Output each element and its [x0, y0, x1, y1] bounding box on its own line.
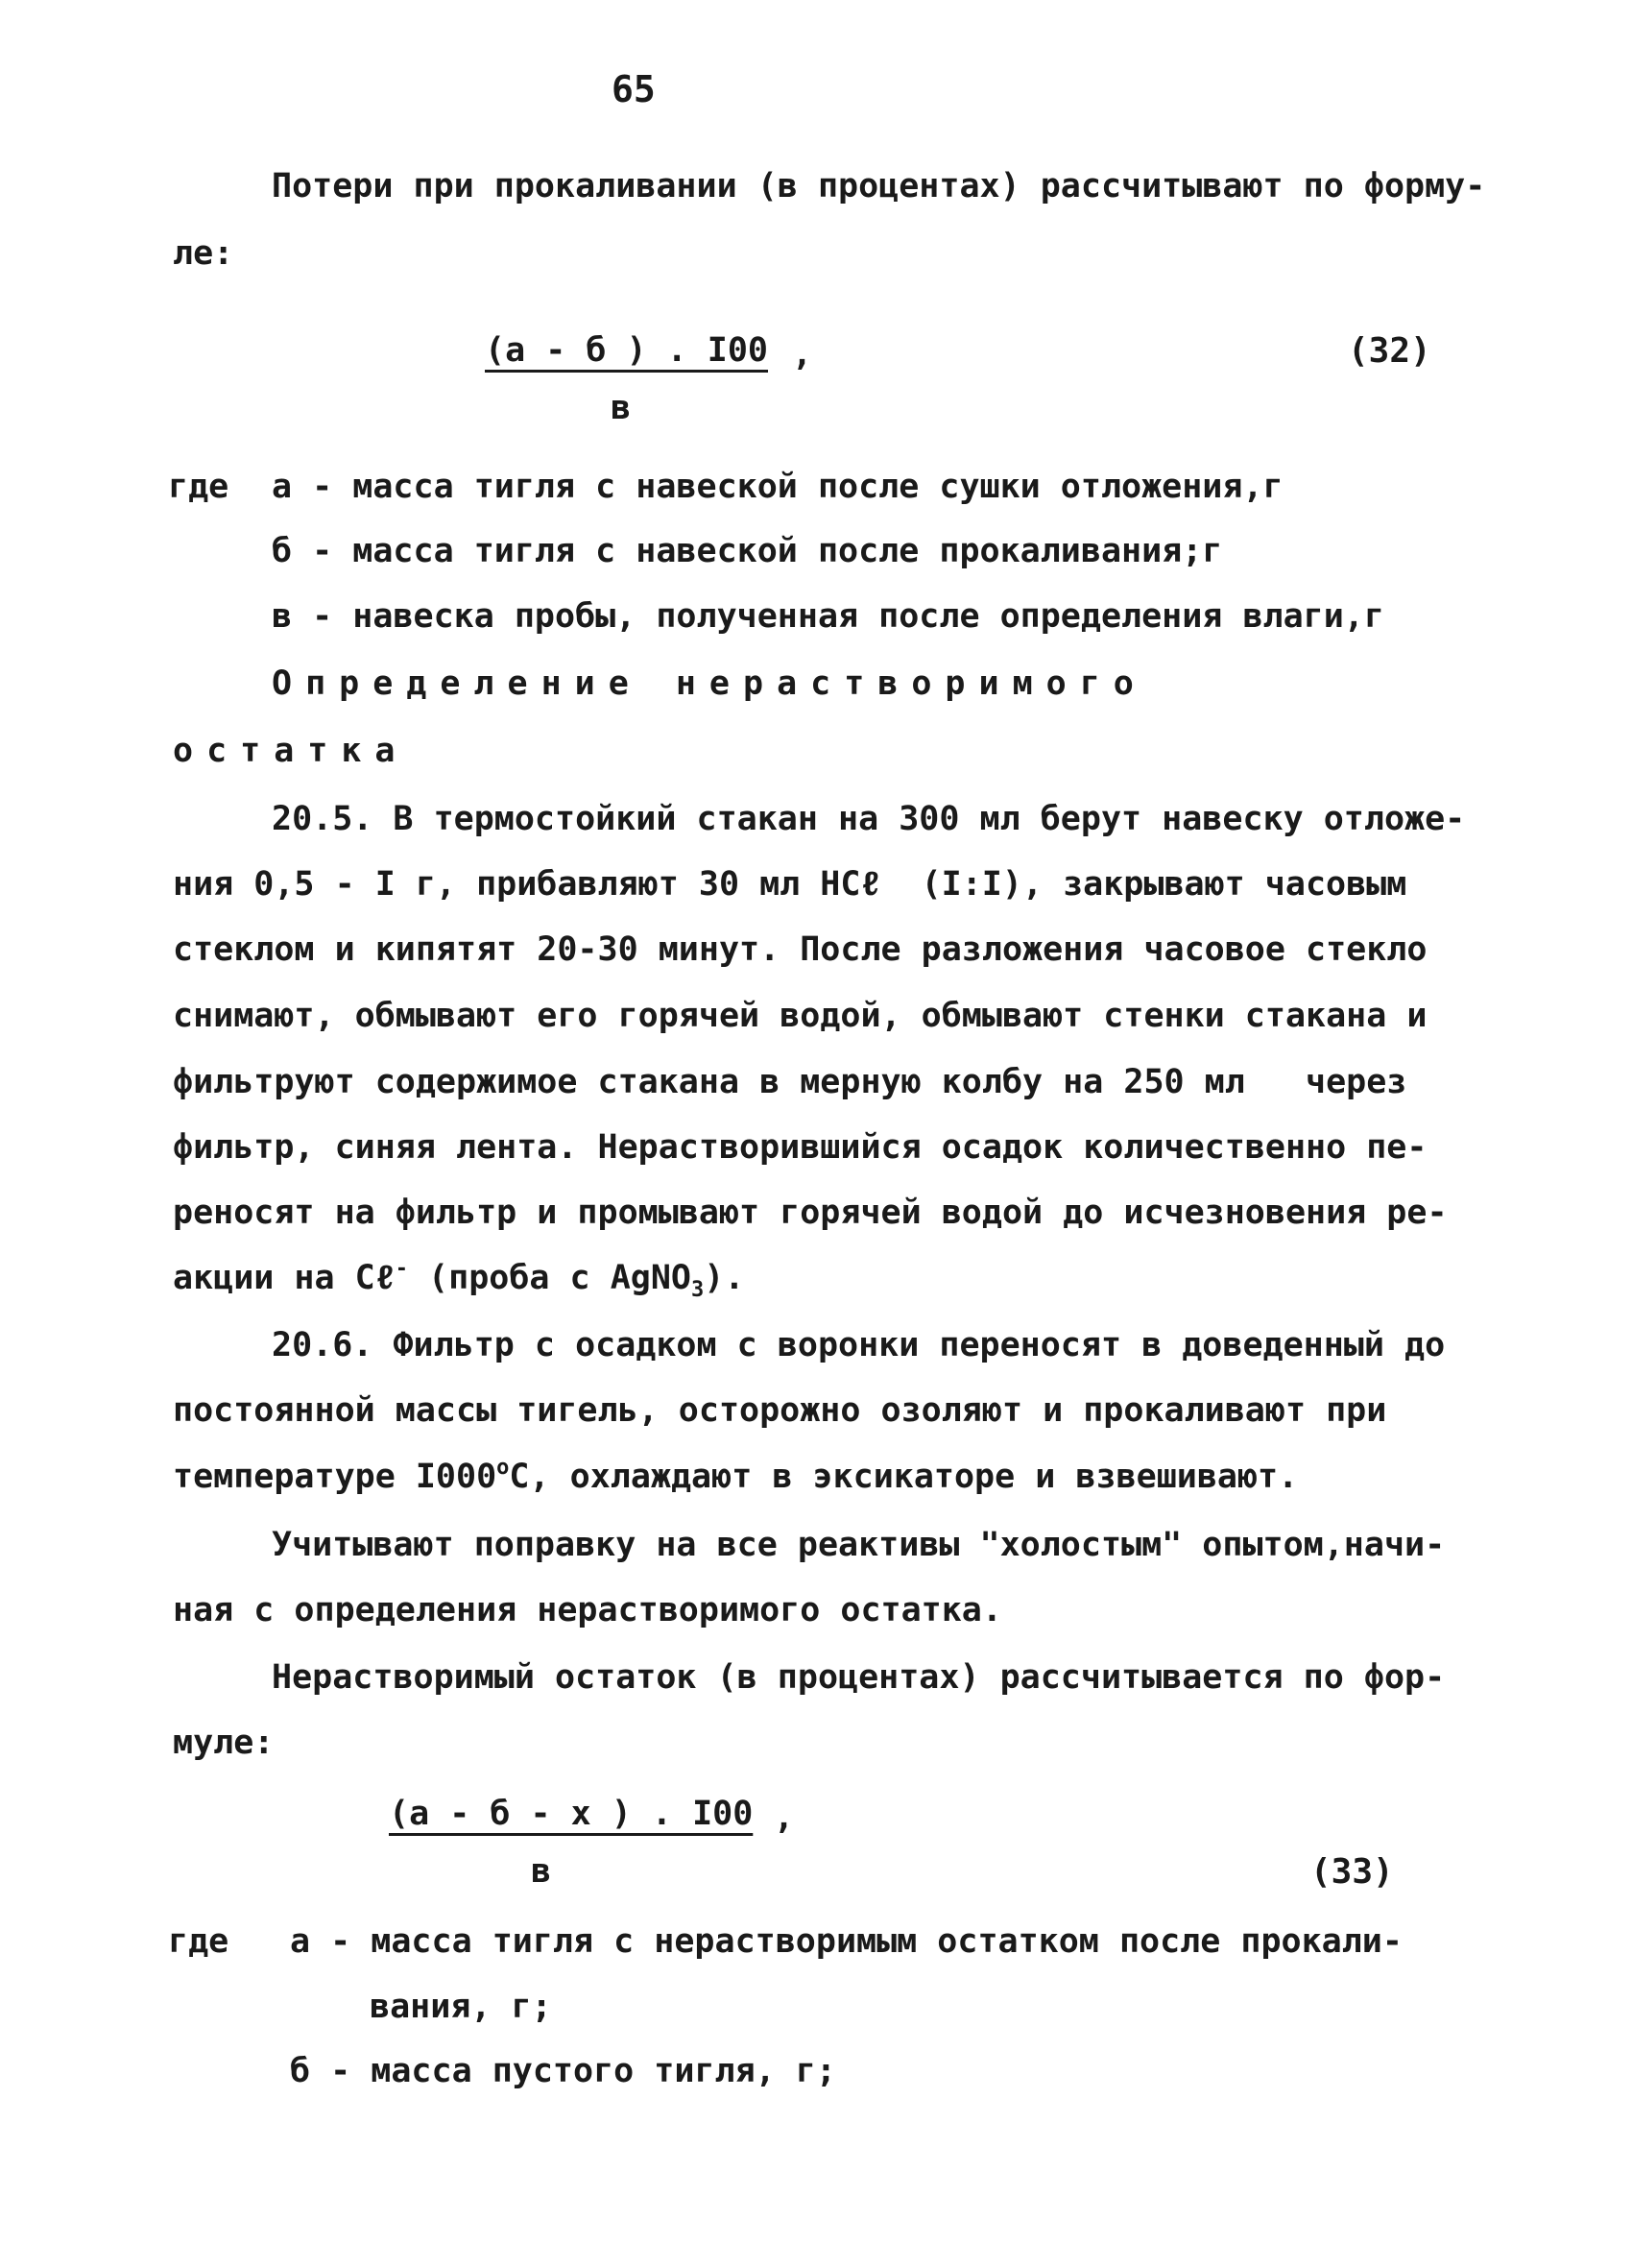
- p20-5-line-8-part-a: акции на Cℓ: [173, 1259, 396, 1297]
- intro-line-1: Потери при прокаливании (в процентах) рассчитывают по форму-: [272, 167, 1486, 205]
- p20-5-line-4: снимают, обмывают его горячей водой, обмывают стенки стакана и: [173, 997, 1428, 1035]
- formula-32-denominator: в: [611, 389, 632, 427]
- p20-6-line-1: 20.6. Фильтр с осадком с воронки переносят в доведенный до: [272, 1326, 1446, 1364]
- legend-a-2-line-2: вания, г;: [370, 1988, 552, 2026]
- p20-5-line-7: реносят на фильтр и промывают горячей водой до исчезновения ре-: [173, 1194, 1448, 1232]
- p20-6-line-3-part-a: температуре I000: [173, 1458, 497, 1496]
- legend-a-2-line-1: а - масса тигля с нерастворимым остатком после прокали-: [290, 1922, 1403, 1961]
- formula-32-comma: ,: [792, 335, 813, 374]
- formula-intro-line-1: Нерастворимый остаток (в процентах) рассчитывается по фор-: [272, 1658, 1446, 1697]
- legend-a-1: а - масса тигля с навеской после сушки отложения,г: [272, 468, 1284, 506]
- formula-33-number: (33): [1310, 1852, 1394, 1892]
- p20-5-line-8: [173, 1257, 745, 1302]
- p20-6-line-2: постоянной массы тигель, осторожно озоляют и прокаливают при: [173, 1391, 1387, 1430]
- p20-6-line-3-part-b: С, охлаждают в эксикаторе и взвешивают.: [509, 1458, 1299, 1496]
- formula-33-comma: ,: [774, 1798, 795, 1837]
- p20-5-line-1: 20.5. В термостойкий стакан на 300 мл берут навеску отложе-: [272, 800, 1466, 838]
- p20-6-line-3: [173, 1456, 1299, 1496]
- section-heading-line-1: Определение нерастворимого: [272, 664, 1147, 703]
- legend-v-1: в - навеска пробы, полученная после определения влаги,г: [272, 597, 1384, 636]
- degree-sign: о: [496, 1456, 510, 1480]
- formula-intro-line-2: муле:: [173, 1724, 275, 1762]
- chloride-charge: -: [395, 1257, 408, 1281]
- where-label-2: где: [168, 1922, 229, 1961]
- page-number: 65: [612, 68, 656, 110]
- nitrate-subscript: 3: [691, 1278, 705, 1302]
- where-label-1: где: [168, 468, 229, 506]
- intro-line-2: ле:: [173, 234, 234, 273]
- p20-5-line-8-part-c: ).: [704, 1259, 745, 1297]
- legend-b-1: б - масса тигля с навеской после прокаливания;г: [272, 532, 1223, 570]
- p20-5-line-5: фильтруют содержимое стакана в мерную колбу на 250 мл через: [173, 1063, 1407, 1101]
- p20-5-line-8-part-b: (проба с AgNO: [407, 1259, 691, 1297]
- blank-correction-line-1: Учитывают поправку на все реактивы "холостым" опытом,начи-: [272, 1526, 1446, 1564]
- p20-5-line-6: фильтр, синяя лента. Нерастворившийся осадок количественно пе-: [173, 1128, 1428, 1167]
- formula-32-numerator: (а - б ) . I00: [485, 331, 769, 370]
- formula-32-number: (32): [1348, 331, 1431, 371]
- formula-33-denominator: в: [531, 1852, 552, 1891]
- formula-33-numerator: (а - б - х ) . I00: [389, 1795, 754, 1833]
- legend-b-2: б - масса пустого тигля, г;: [290, 2052, 836, 2090]
- blank-correction-line-2: ная с определения нерастворимого остатка.: [173, 1591, 1002, 1629]
- p20-5-line-3: стеклом и кипятят 20-30 минут. После разложения часовое стекло: [173, 930, 1428, 969]
- p20-5-line-2: ния 0,5 - I г, прибавляют 30 мл НСℓ (I:I), закрывают часовым: [173, 865, 1407, 904]
- section-heading-line-2: остатка: [173, 732, 409, 770]
